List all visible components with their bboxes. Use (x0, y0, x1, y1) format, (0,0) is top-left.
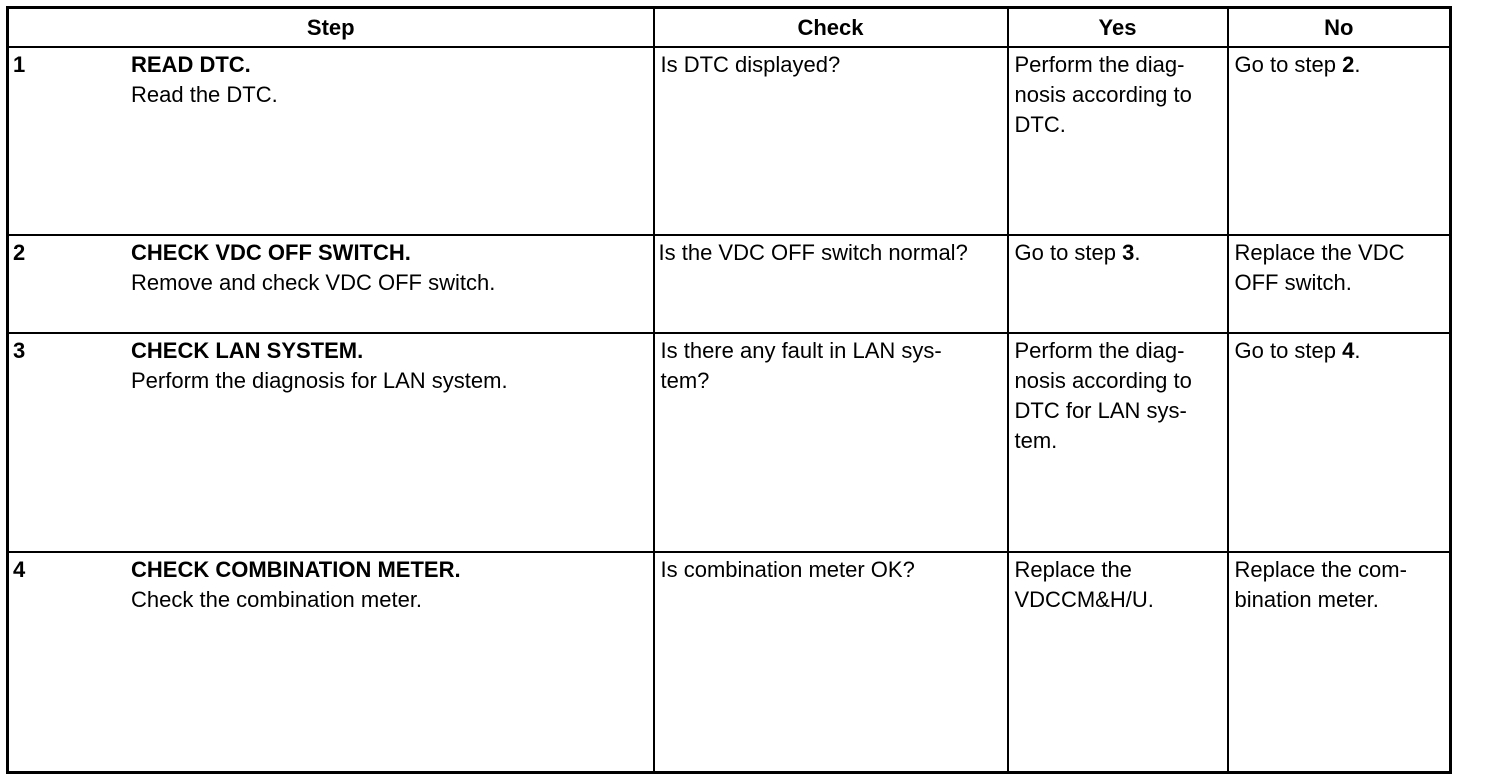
step-reference: 2 (1342, 52, 1355, 77)
no-text: Replace the com- bination meter. (1234, 557, 1407, 612)
no-suffix: . (1354, 338, 1361, 363)
yes-cell (1008, 333, 1228, 552)
step-title: CHECK LAN SYSTEM. (131, 338, 364, 363)
check-text: Is DTC displayed? (660, 52, 841, 77)
header-yes: Yes (1008, 8, 1228, 48)
header-step: Step (8, 8, 654, 48)
yes-prefix: Go to step (1014, 240, 1123, 265)
step-number: 4 (13, 557, 26, 582)
step-title: READ DTC. (131, 52, 251, 77)
check-cell (654, 235, 1008, 333)
step-description: Check the combination meter. (131, 587, 423, 612)
table-row-4 (8, 552, 1451, 772)
yes-text (1009, 236, 1227, 268)
check-text: Is the VDC OFF switch normal? (658, 240, 968, 265)
yes-text: Perform the diag- nosis according to DTC for LAN sys- tem. (1014, 338, 1192, 453)
step-title: CHECK VDC OFF SWITCH. (131, 240, 411, 265)
step-description: Perform the diagnosis for LAN system. (131, 368, 508, 393)
no-prefix: Go to step (1234, 338, 1343, 363)
check-cell (654, 552, 1008, 772)
yes-text: Replace the VDCCM&H/U. (1014, 557, 1154, 612)
header-row (8, 8, 1451, 48)
no-cell (1228, 47, 1451, 235)
no-text: Replace the VDC OFF switch. (1234, 240, 1405, 295)
yes-cell (1008, 552, 1228, 772)
step-number: 1 (13, 52, 26, 77)
check-text: Is there any fault in LAN sys- tem? (660, 338, 942, 393)
step-number: 2 (13, 240, 26, 265)
header-no: No (1228, 8, 1451, 48)
no-cell (1228, 235, 1451, 333)
yes-suffix: . (1134, 240, 1141, 265)
yes-text: Perform the diag- nosis according to DTC. (1014, 52, 1192, 137)
step-cell (8, 47, 654, 235)
no-text (1229, 334, 1450, 366)
step-reference: 4 (1342, 338, 1355, 363)
step-cell (8, 552, 654, 772)
check-cell (654, 333, 1008, 552)
step-title: CHECK COMBINATION METER. (131, 557, 461, 582)
no-prefix: Go to step (1234, 52, 1343, 77)
no-suffix: . (1354, 52, 1361, 77)
step-cell (8, 333, 654, 552)
header-check: Check (654, 8, 1008, 48)
step-number: 3 (13, 338, 26, 363)
no-cell (1228, 333, 1451, 552)
yes-cell (1008, 235, 1228, 333)
check-text: Is combination meter OK? (660, 557, 915, 582)
step-reference: 3 (1122, 240, 1135, 265)
table-row-3 (8, 333, 1451, 552)
check-cell (654, 47, 1008, 235)
yes-cell (1008, 47, 1228, 235)
diagnostic-table (6, 6, 1452, 774)
step-description: Remove and check VDC OFF switch. (131, 270, 496, 295)
step-cell (8, 235, 654, 333)
table-row-2 (8, 235, 1451, 333)
table-row-1 (8, 47, 1451, 235)
no-cell (1228, 552, 1451, 772)
no-text (1229, 48, 1450, 80)
step-description: Read the DTC. (131, 82, 278, 107)
